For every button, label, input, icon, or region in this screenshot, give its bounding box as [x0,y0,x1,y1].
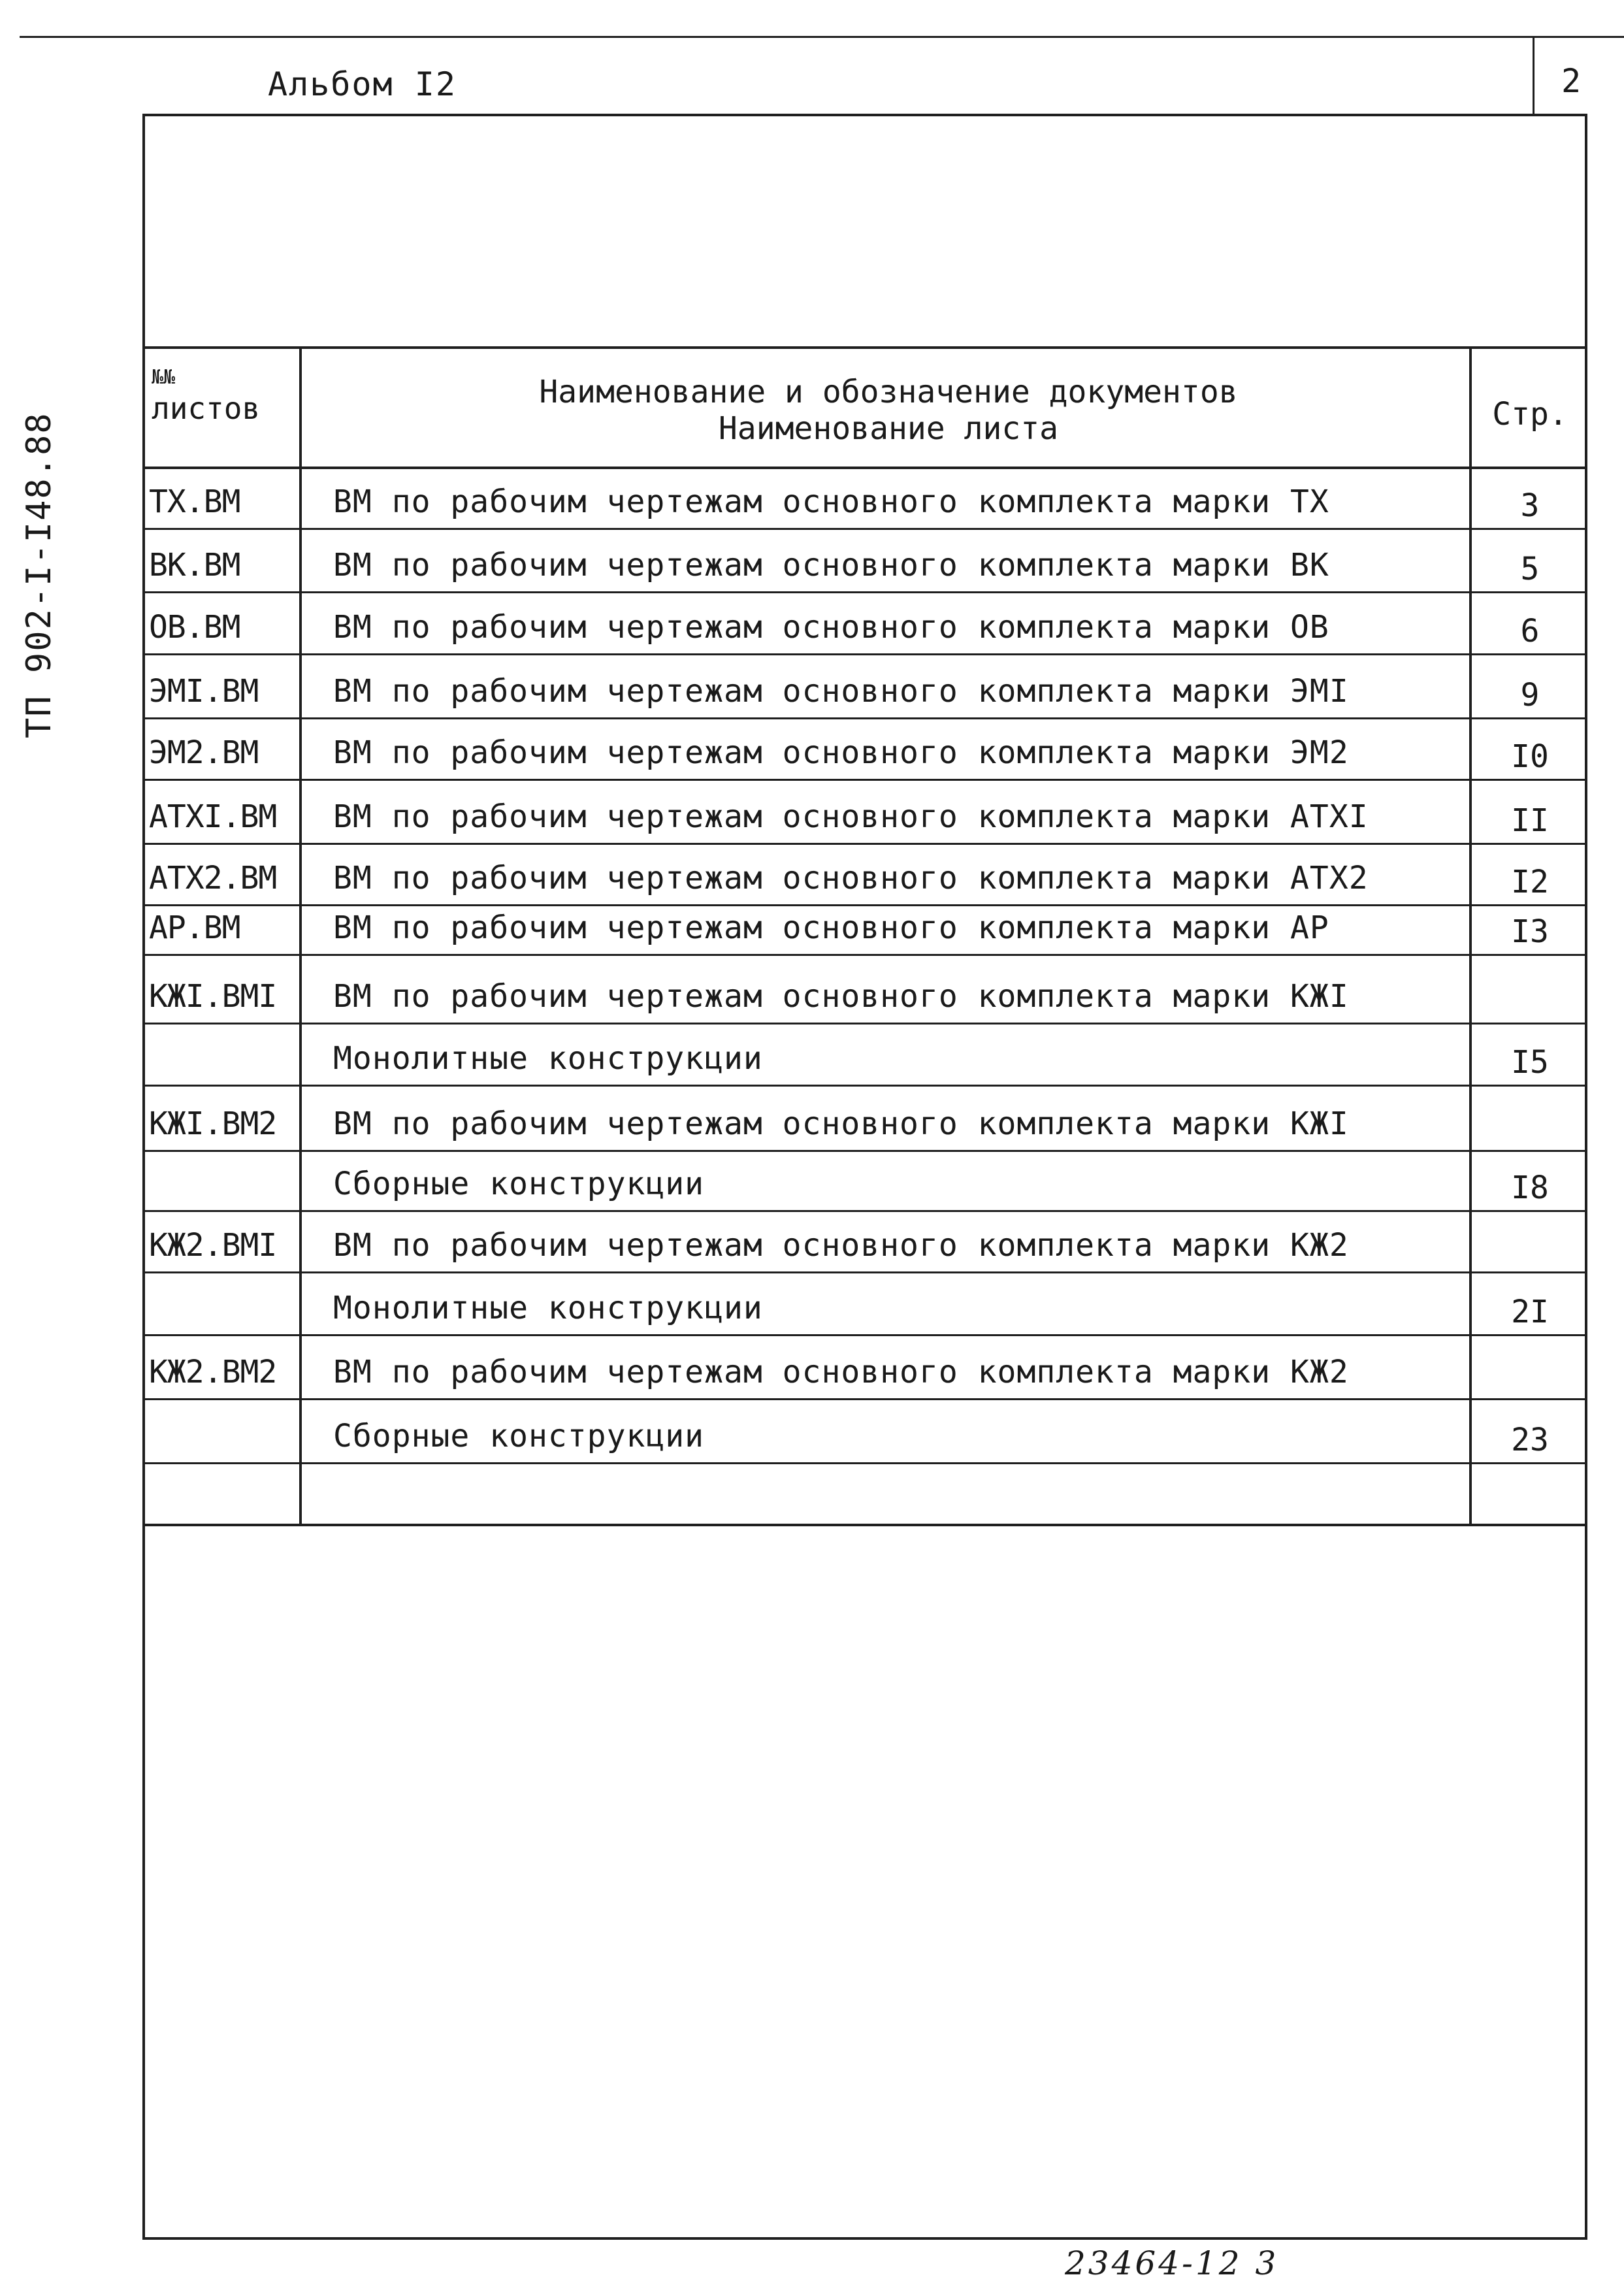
album-title: Альбом I2 [268,65,457,103]
row-separator [142,1271,1587,1273]
header-document-name [307,374,1470,447]
header-sheet-number-symbol: №№ [152,366,176,389]
row-document-name: Сборные конструкции [333,1418,705,1454]
row-separator [142,591,1587,593]
row-separator [142,1085,1587,1087]
row-document-name: ВМ по рабочим чертежам основного комплекта марки КЖ2 [333,1354,1349,1390]
row-page-number: 9 [1520,677,1540,713]
row-separator [142,779,1587,781]
row-document-name: Монолитные конструкции [333,1290,763,1326]
table-row [0,1026,1624,1085]
row-document-name: Сборные конструкции [333,1166,705,1202]
header-document-name-line1: Наименование и обозначение документов [539,374,1238,410]
row-separator [142,653,1587,655]
footer-stamp: 23464-12 3 [1065,2244,1279,2282]
table-row [0,720,1624,779]
row-page-number: 6 [1520,613,1540,649]
table-top-border [142,346,1587,349]
row-page-number: I5 [1511,1044,1549,1081]
row-sheet-code: АТХ2.ВМ [149,860,277,896]
table-row [0,895,1624,954]
header-page: Стр. [1492,396,1568,433]
header-sheet-number-label: листов [152,391,261,426]
row-sheet-code: КЖI.ВМI [149,978,277,1015]
row-document-name: ВМ по рабочим чертежам основного комплекта марки ОВ [333,609,1329,646]
row-document-name: ВМ по рабочим чертежам основного комплекта марки КЖ2 [333,1227,1349,1264]
row-sheet-code: КЖI.ВМ2 [149,1106,277,1142]
row-page-number: 23 [1511,1422,1549,1458]
row-separator [142,1023,1587,1024]
row-document-name: ВМ по рабочим чертежам основного комплекта марки АТХI [333,798,1369,835]
row-document-name: ВМ по рабочим чертежам основного комплекта марки АТХ2 [333,860,1369,896]
row-separator [142,528,1587,530]
row-page-number: 2I [1511,1294,1549,1330]
row-page-number: I0 [1511,738,1549,775]
page-number: 2 [1561,62,1582,100]
table-row [0,1151,1624,1210]
row-sheet-code: КЖ2.ВМ2 [149,1354,277,1390]
table-row [0,595,1624,653]
table-row [0,784,1624,843]
row-sheet-code: ЭМI.ВМ [149,673,259,710]
table-row [0,1339,1624,1398]
row-page-number: II [1511,802,1549,839]
row-sheet-code: ВК.ВМ [149,547,240,583]
row-separator [142,717,1587,719]
row-document-name: ВМ по рабочим чертежам основного комплекта марки ВК [333,547,1329,583]
table-row [0,1275,1624,1334]
row-page-number: 5 [1520,551,1540,587]
header-document-name-line2: Наименование листа [718,410,1059,447]
row-separator [142,843,1587,845]
row-document-name: ВМ по рабочим чертежам основного комплекта марки КЖI [333,1106,1349,1142]
row-page-number: I8 [1511,1170,1549,1206]
table-row [0,1403,1624,1462]
table-row [0,659,1624,717]
row-document-name: Монолитные конструкции [333,1040,763,1077]
row-document-name: ВМ по рабочим чертежам основного комплекта марки ТХ [333,483,1329,520]
row-sheet-code: ОВ.ВМ [149,609,240,646]
row-document-name: ВМ по рабочим чертежам основного комплекта марки ЭМI [333,673,1349,710]
row-document-name: ВМ по рабочим чертежам основного комплекта марки АР [333,909,1329,946]
row-page-number: 3 [1520,487,1540,524]
row-sheet-code: АТХI.ВМ [149,798,277,835]
table-bottom-border [142,1524,1587,1526]
row-separator [142,1210,1587,1212]
top-rule [20,36,1624,38]
row-document-name: ВМ по рабочим чертежам основного комплекта марки КЖI [333,978,1349,1015]
page-number-divider [1533,36,1535,116]
row-separator [142,954,1587,956]
row-separator [142,1334,1587,1336]
row-page-number: I2 [1511,864,1549,900]
table-row [0,533,1624,591]
row-sheet-code: ЭМ2.ВМ [149,734,259,771]
table-row [0,1091,1624,1150]
row-separator [142,1398,1587,1400]
row-page-number: I3 [1511,913,1549,950]
row-document-name: ВМ по рабочим чертежам основного комплекта марки ЭМ2 [333,734,1349,771]
table-row [0,469,1624,528]
row-sheet-code: КЖ2.ВМI [149,1227,277,1264]
row-sheet-code: ТХ.ВМ [149,483,240,520]
document-code-vertical: ТП 902-I-I48.88 [20,412,59,738]
table-row [0,1213,1624,1271]
table-row [0,964,1624,1023]
row-sheet-code: АР.ВМ [149,909,240,946]
row-separator [142,1462,1587,1464]
header-sheet-number [152,366,260,427]
